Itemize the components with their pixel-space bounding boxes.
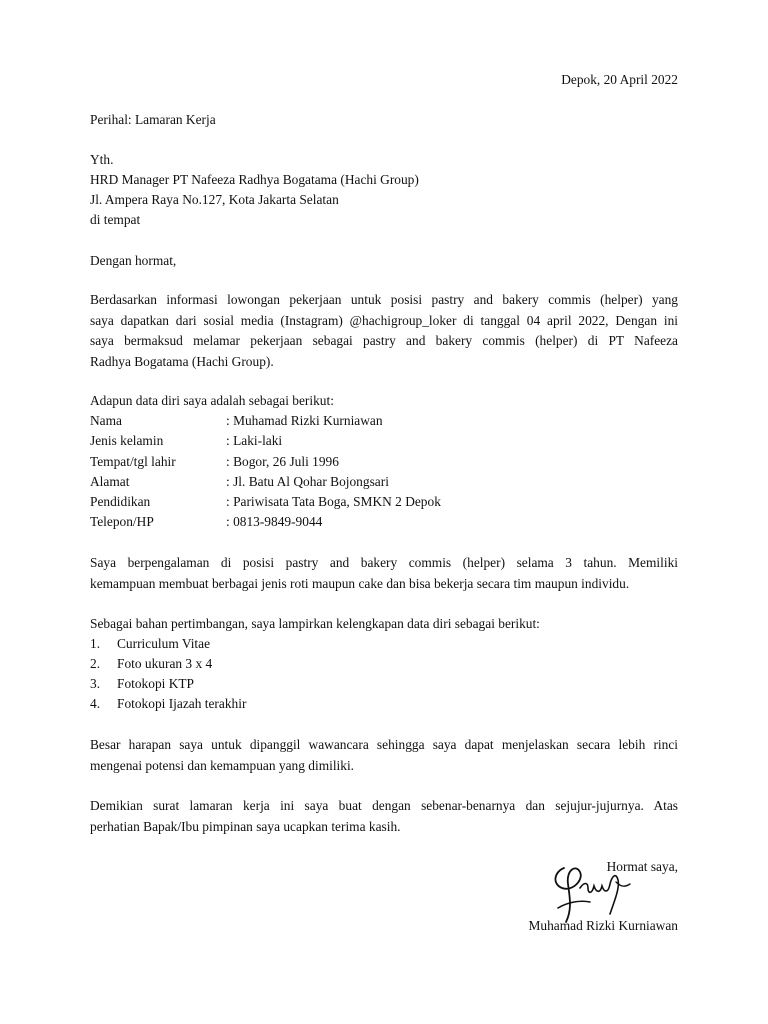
personal-data-value: : Jl. Batu Al Qohar Bojongsari	[226, 474, 389, 489]
personal-data-row	[90, 492, 441, 512]
paragraph-application-source	[90, 290, 678, 372]
paragraph-line: Radhya Bogatama (Hachi Group).	[90, 353, 274, 369]
personal-data-value: : Muhamad Rizki Kurniawan	[226, 413, 383, 428]
personal-data-label: Alamat	[90, 474, 130, 489]
personal-data-label: Pendidikan	[90, 494, 151, 509]
paragraph-line: Saya berpengalaman di posisi pastry and bakery commis (helper) selama 3 tahun. Memiliki	[90, 555, 678, 570]
signer-name: Muhamad Rizki Kurniawan	[528, 918, 678, 933]
paragraph-line: Besar harapan saya untuk dipanggil wawancara sehingga saya dapat menjelaskan secara lebih rinci	[90, 737, 678, 752]
personal-data-label: Tempat/tgl lahir	[90, 454, 176, 469]
paragraph-line: saya bermaksud melamar pekerjaan sebagai pastry and bakery commis (helper) di PT Nafeeza	[90, 333, 678, 348]
attachment-text: Foto ukuran 3 x 4	[117, 656, 213, 671]
recipient-line-1: HRD Manager PT Nafeeza Radhya Bogatama (Hachi Group)	[90, 172, 419, 187]
personal-data-label: Nama	[90, 413, 122, 428]
recipient-salutation: Yth.	[90, 152, 114, 167]
paragraph-line: Demikian surat lamaran kerja ini saya buat dengan sebenar-benarnya dan sejujur-jujurnya. Atas	[90, 798, 678, 813]
personal-data-label: Telepon/HP	[90, 514, 154, 529]
paragraph-line: perhatian Bapak/Ibu pimpinan saya ucapkan terima kasih.	[90, 818, 401, 834]
attachment-text: Curriculum Vitae	[117, 636, 211, 651]
attachment-number: 3.	[90, 676, 101, 691]
attachment-item	[90, 694, 246, 714]
personal-data-value: : Pariwisata Tata Boga, SMKN 2 Depok	[226, 494, 441, 509]
paragraph-experience	[90, 553, 678, 594]
personal-data-row	[90, 472, 389, 492]
greeting: Dengan hormat,	[90, 253, 177, 268]
personal-data-value: : Laki-laki	[226, 433, 283, 448]
paragraph-closing	[90, 796, 678, 837]
attachment-text: Fotokopi KTP	[117, 676, 195, 691]
paragraph-line: mengenai potensi dan kemampuan yang dimiliki.	[90, 757, 355, 773]
recipient-line-3: di tempat	[90, 212, 141, 227]
attachments-intro: Sebagai bahan pertimbangan, saya lampirkan kelengkapan data diri sebagai berikut:	[90, 616, 540, 631]
personal-data-row	[90, 411, 383, 431]
personal-data-value: : Bogor, 26 Juli 1996	[226, 454, 339, 469]
recipient-line-2: Jl. Ampera Raya No.127, Kota Jakarta Selatan	[90, 192, 339, 207]
attachment-item	[90, 674, 194, 694]
attachment-number: 4.	[90, 696, 101, 711]
attachment-number: 2.	[90, 656, 101, 671]
paragraph-line: Berdasarkan informasi lowongan pekerjaan untuk posisi pastry and bakery commis (helper) yang	[90, 292, 678, 307]
attachment-item	[90, 634, 210, 654]
attachment-text: Fotokopi Ijazah terakhir	[117, 696, 247, 711]
personal-data-intro: Adapun data diri saya adalah sebagai berikut:	[90, 393, 334, 408]
letter-subject: Perihal: Lamaran Kerja	[90, 112, 216, 127]
closing-phrase: Hormat saya,	[606, 859, 678, 874]
attachment-item	[90, 654, 212, 674]
paragraph-hope	[90, 735, 678, 776]
attachment-number: 1.	[90, 636, 101, 651]
paragraph-line: saya dapatkan dari sosial media (Instagram) @hachigroup_loker di tanggal 04 april 2022, Dengan ini	[90, 312, 678, 328]
personal-data-value: : 0813-9849-9044	[226, 514, 323, 529]
personal-data-label: Jenis kelamin	[90, 433, 164, 448]
paragraph-line: kemampuan membuat berbagai jenis roti maupun cake dan bisa bekerja secara tim maupun individu.	[90, 575, 630, 591]
personal-data-row	[90, 512, 322, 532]
personal-data-row	[90, 452, 339, 472]
personal-data-row	[90, 431, 282, 451]
letter-date: Depok, 20 April 2022	[561, 72, 678, 87]
